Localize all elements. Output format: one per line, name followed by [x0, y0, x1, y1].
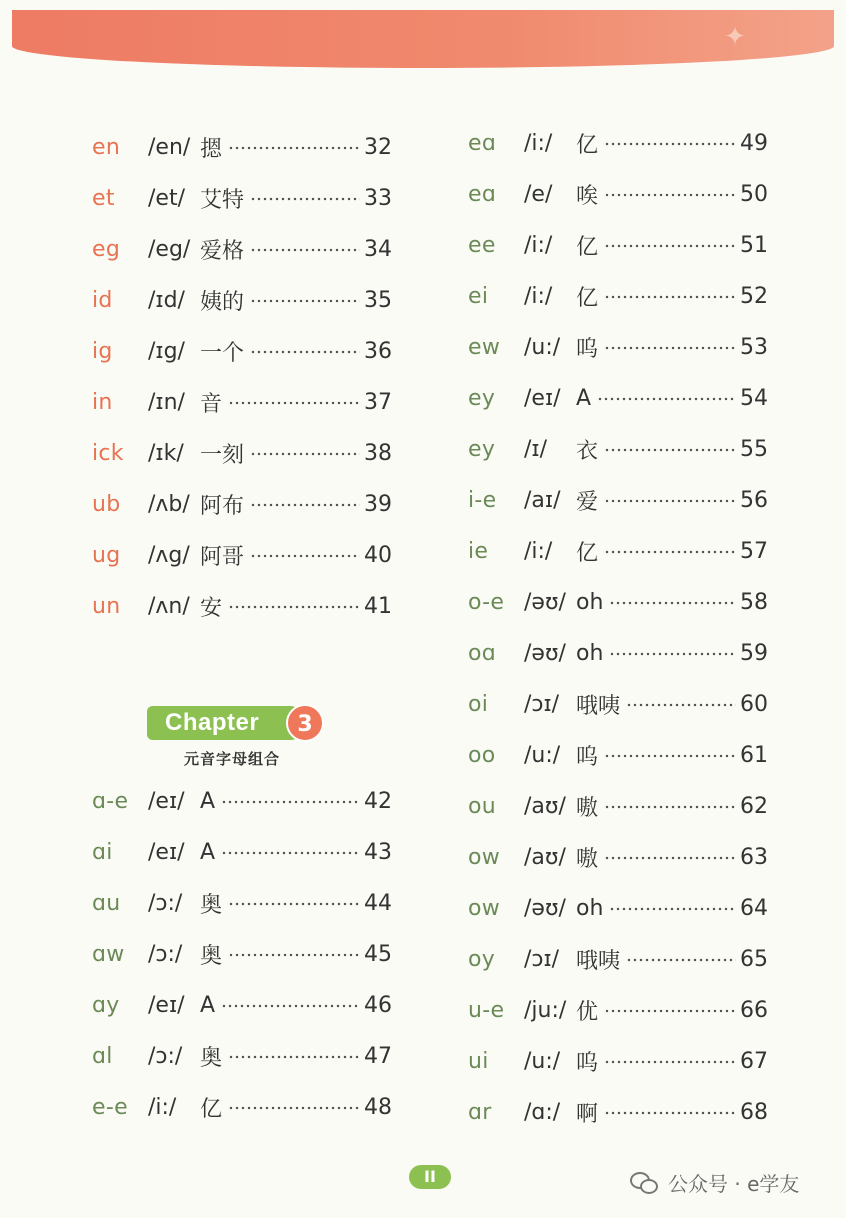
- spelling-text: oy: [468, 947, 496, 972]
- leader-dots: [609, 903, 736, 915]
- toc-entry: [468, 730, 768, 781]
- toc-entry: [92, 827, 392, 878]
- spelling-text: oo: [468, 743, 496, 768]
- phonetic-text: /ɪd/: [148, 288, 185, 313]
- toc-entry: [468, 679, 768, 730]
- phonetic-text: /ju:/: [524, 998, 567, 1023]
- phonetic-text: /ɔ:/: [148, 1044, 183, 1069]
- pronunciation-hint: oh: [576, 896, 604, 921]
- leader-dots: [604, 444, 736, 456]
- page-number: 58: [740, 590, 768, 615]
- phonetic-text: /ɪn/: [148, 390, 185, 415]
- leader-dots: [221, 1000, 360, 1012]
- pronunciation-hint: 奥: [200, 1046, 223, 1071]
- leader-dots: [228, 949, 360, 961]
- pronunciation-hint: 亿: [576, 286, 599, 311]
- phonetic-text: /aɪ/: [524, 488, 561, 513]
- spelling-text: ow: [468, 896, 501, 921]
- toc-entry: [92, 326, 392, 377]
- leader-dots: [604, 1005, 736, 1017]
- spelling-text: ɑl: [92, 1044, 113, 1069]
- leader-dots: [626, 954, 736, 966]
- phonetic-text: /ɔ:/: [148, 942, 183, 967]
- leader-dots: [221, 847, 360, 859]
- toc-entry: [468, 475, 768, 526]
- header-banner: [12, 10, 834, 68]
- toc-entry: [92, 377, 392, 428]
- page-number: 46: [364, 993, 392, 1018]
- toc-entry: [468, 373, 768, 424]
- toc-entry: [468, 526, 768, 577]
- spelling-text: un: [92, 594, 121, 619]
- leader-dots: [250, 499, 360, 511]
- toc-entry: [468, 883, 768, 934]
- pronunciation-hint: 安: [200, 596, 223, 621]
- phonetic-text: /ɔɪ/: [524, 692, 560, 717]
- spelling-text: ie: [468, 539, 489, 564]
- chapter-label: Chapter: [147, 706, 307, 740]
- pronunciation-hint: oh: [576, 590, 604, 615]
- spelling-text: ei: [468, 284, 489, 309]
- spelling-text: ew: [468, 335, 501, 360]
- leader-dots: [228, 397, 360, 409]
- pronunciation-hint: 姨的: [200, 290, 245, 315]
- toc-left-top: [92, 122, 392, 632]
- pronunciation-hint: A: [200, 840, 216, 865]
- page-number: 37: [364, 390, 392, 415]
- phonetic-text: /ɪk/: [148, 441, 184, 466]
- phonetic-text: /i:/: [524, 539, 553, 564]
- spelling-text: ɑw: [92, 942, 125, 967]
- toc-entry: [468, 934, 768, 985]
- leader-dots: [250, 448, 360, 460]
- toc-entry: [468, 832, 768, 883]
- leader-dots: [250, 346, 360, 358]
- leader-dots: [221, 796, 360, 808]
- page-number: 39: [364, 492, 392, 517]
- spelling-text: o-e: [468, 590, 505, 615]
- pronunciation-hint: A: [200, 993, 216, 1018]
- phonetic-text: /ɔɪ/: [524, 947, 560, 972]
- page-number: 68: [740, 1100, 768, 1125]
- spelling-text: ɑy: [92, 993, 120, 1018]
- page-number: 41: [364, 594, 392, 619]
- toc-entry: [468, 424, 768, 475]
- phonetic-text: /ʌn/: [148, 594, 190, 619]
- spelling-text: in: [92, 390, 113, 415]
- pronunciation-hint: 哦咦: [576, 949, 621, 974]
- page-number: 55: [740, 437, 768, 462]
- page-number: 33: [364, 186, 392, 211]
- spelling-text: en: [92, 135, 121, 160]
- phonetic-text: /i:/: [524, 131, 553, 156]
- page-number: 44: [364, 891, 392, 916]
- toc-entry: [92, 530, 392, 581]
- spelling-text: et: [92, 186, 115, 211]
- page-number: 34: [364, 237, 392, 262]
- leader-dots: [609, 648, 736, 660]
- page-number: 38: [364, 441, 392, 466]
- phonetic-text: /eg/: [148, 237, 191, 262]
- wechat-icon: [630, 1172, 658, 1194]
- toc-right: [468, 118, 768, 1138]
- pronunciation-hint: 摁: [200, 137, 223, 162]
- spelling-text: ug: [92, 543, 121, 568]
- spelling-text: ɑu: [92, 891, 121, 916]
- toc-entry: [468, 1036, 768, 1087]
- toc-entry: [468, 577, 768, 628]
- page-number: 65: [740, 947, 768, 972]
- pronunciation-hint: oh: [576, 641, 604, 666]
- chapter-number: 3: [286, 704, 324, 742]
- pronunciation-hint: 哦咦: [576, 694, 621, 719]
- leader-dots: [604, 546, 736, 558]
- spelling-text: ui: [468, 1049, 489, 1074]
- pronunciation-hint: 亿: [576, 235, 599, 260]
- toc-entry: [92, 929, 392, 980]
- leader-dots: [250, 295, 360, 307]
- page-number: 48: [364, 1095, 392, 1120]
- leader-dots: [604, 189, 736, 201]
- pronunciation-hint: 一个: [200, 341, 245, 366]
- spelling-text: oɑ: [468, 641, 497, 666]
- toc-entry: [468, 169, 768, 220]
- page-number: 53: [740, 335, 768, 360]
- toc-entry: [92, 224, 392, 275]
- pronunciation-hint: 阿布: [200, 494, 245, 519]
- spelling-text: e-e: [92, 1095, 128, 1120]
- phonetic-text: /ɔ:/: [148, 891, 183, 916]
- page-number: 64: [740, 896, 768, 921]
- pronunciation-hint: 爱格: [200, 239, 245, 264]
- phonetic-text: /u:/: [524, 335, 561, 360]
- page-number: 54: [740, 386, 768, 411]
- leader-dots: [228, 142, 360, 154]
- pronunciation-hint: 亿: [576, 133, 599, 158]
- pronunciation-hint: 一刻: [200, 443, 245, 468]
- pronunciation-hint: 亿: [576, 541, 599, 566]
- page-number: 32: [364, 135, 392, 160]
- phonetic-text: /i:/: [148, 1095, 177, 1120]
- leader-dots: [597, 393, 736, 405]
- pronunciation-hint: A: [576, 386, 592, 411]
- spelling-text: ɑr: [468, 1100, 492, 1125]
- page-number: 63: [740, 845, 768, 870]
- spelling-text: ey: [468, 437, 496, 462]
- page-number: 60: [740, 692, 768, 717]
- toc-entry: [468, 220, 768, 271]
- toc-entry: [92, 878, 392, 929]
- page-number: 35: [364, 288, 392, 313]
- phonetic-text: /eɪ/: [524, 386, 561, 411]
- toc-entry: [468, 1087, 768, 1138]
- page-number: 50: [740, 182, 768, 207]
- page-number: 49: [740, 131, 768, 156]
- watermark: [630, 1168, 799, 1197]
- spelling-text: ick: [92, 441, 124, 466]
- pronunciation-hint: 亿: [200, 1097, 223, 1122]
- sparkle-icon: ✦: [724, 22, 746, 52]
- spelling-text: eɑ: [468, 182, 497, 207]
- toc-entry: [468, 271, 768, 322]
- phonetic-text: /i:/: [524, 233, 553, 258]
- toc-entry: [92, 122, 392, 173]
- pronunciation-hint: 阿哥: [200, 545, 245, 570]
- phonetic-text: /ʌb/: [148, 492, 190, 517]
- leader-dots: [604, 801, 736, 813]
- spelling-text: ow: [468, 845, 501, 870]
- phonetic-text: /əʊ/: [524, 641, 566, 666]
- spelling-text: ɑi: [92, 840, 113, 865]
- spelling-text: u-e: [468, 998, 505, 1023]
- toc-entry: [92, 1031, 392, 1082]
- spelling-text: oi: [468, 692, 489, 717]
- leader-dots: [604, 240, 736, 252]
- pronunciation-hint: 爱: [576, 490, 599, 515]
- phonetic-text: /əʊ/: [524, 896, 566, 921]
- leader-dots: [604, 750, 736, 762]
- leader-dots: [604, 342, 736, 354]
- toc-entry: [92, 428, 392, 479]
- toc-left-bottom: [92, 776, 392, 1133]
- toc-entry: [92, 1082, 392, 1133]
- pronunciation-hint: 呜: [576, 745, 599, 770]
- phonetic-text: /ʌg/: [148, 543, 190, 568]
- leader-dots: [250, 550, 360, 562]
- phonetic-text: /ɪg/: [148, 339, 185, 364]
- spelling-text: i-e: [468, 488, 497, 513]
- pronunciation-hint: A: [200, 789, 216, 814]
- page-number: 61: [740, 743, 768, 768]
- phonetic-text: /ɪ/: [524, 437, 547, 462]
- phonetic-text: /u:/: [524, 743, 561, 768]
- toc-entry: [92, 479, 392, 530]
- page-number: 67: [740, 1049, 768, 1074]
- pronunciation-hint: 嗷: [576, 847, 599, 872]
- phonetic-text: /ɑ:/: [524, 1100, 561, 1125]
- spelling-text: eɑ: [468, 131, 497, 156]
- pronunciation-hint: 艾特: [200, 188, 245, 213]
- toc-entry: [92, 581, 392, 632]
- toc-entry: [468, 322, 768, 373]
- leader-dots: [604, 1056, 736, 1068]
- pronunciation-hint: 嗷: [576, 796, 599, 821]
- toc-entry: [468, 781, 768, 832]
- spelling-text: ig: [92, 339, 113, 364]
- page-number-badge: II: [409, 1165, 451, 1189]
- phonetic-text: /e/: [524, 182, 553, 207]
- phonetic-text: /əʊ/: [524, 590, 566, 615]
- leader-dots: [250, 244, 360, 256]
- page-number: 56: [740, 488, 768, 513]
- spelling-text: ee: [468, 233, 496, 258]
- spelling-text: id: [92, 288, 113, 313]
- page-number: 66: [740, 998, 768, 1023]
- toc-entry: [468, 985, 768, 1036]
- spelling-text: ou: [468, 794, 497, 819]
- page-number: 36: [364, 339, 392, 364]
- leader-dots: [228, 1102, 360, 1114]
- leader-dots: [604, 495, 736, 507]
- phonetic-text: /et/: [148, 186, 185, 211]
- page-number: 62: [740, 794, 768, 819]
- page-number: 52: [740, 284, 768, 309]
- phonetic-text: /eɪ/: [148, 840, 185, 865]
- phonetic-text: /aʊ/: [524, 794, 566, 819]
- page-number: 42: [364, 789, 392, 814]
- leader-dots: [228, 601, 360, 613]
- toc-entry: [92, 275, 392, 326]
- leader-dots: [228, 898, 360, 910]
- pronunciation-hint: 呜: [576, 337, 599, 362]
- leader-dots: [604, 138, 736, 150]
- page-number: 47: [364, 1044, 392, 1069]
- toc-entry: [468, 628, 768, 679]
- page-number: 51: [740, 233, 768, 258]
- leader-dots: [609, 597, 736, 609]
- pronunciation-hint: 啊: [576, 1102, 599, 1127]
- toc-entry: [92, 776, 392, 827]
- phonetic-text: /eɪ/: [148, 993, 185, 1018]
- spelling-text: eg: [92, 237, 121, 262]
- leader-dots: [626, 699, 736, 711]
- phonetic-text: /u:/: [524, 1049, 561, 1074]
- page-number: 43: [364, 840, 392, 865]
- pronunciation-hint: 奥: [200, 944, 223, 969]
- leader-dots: [250, 193, 360, 205]
- pronunciation-hint: 优: [576, 1000, 599, 1025]
- phonetic-text: /eɪ/: [148, 789, 185, 814]
- leader-dots: [228, 1051, 360, 1063]
- phonetic-text: /aʊ/: [524, 845, 566, 870]
- spelling-text: ey: [468, 386, 496, 411]
- spelling-text: ɑ-e: [92, 789, 129, 814]
- pronunciation-hint: 奥: [200, 893, 223, 918]
- page-number: 59: [740, 641, 768, 666]
- page-number: 40: [364, 543, 392, 568]
- watermark-text: 公众号 · e学友: [668, 1172, 800, 1196]
- toc-entry: [468, 118, 768, 169]
- leader-dots: [604, 852, 736, 864]
- spelling-text: ub: [92, 492, 121, 517]
- leader-dots: [604, 1107, 736, 1119]
- pronunciation-hint: 音: [200, 392, 223, 417]
- phonetic-text: /i:/: [524, 284, 553, 309]
- toc-entry: [92, 173, 392, 224]
- pronunciation-hint: 呜: [576, 1051, 599, 1076]
- pronunciation-hint: 唉: [576, 184, 599, 209]
- phonetic-text: /en/: [148, 135, 191, 160]
- page-number: 57: [740, 539, 768, 564]
- toc-entry: [92, 980, 392, 1031]
- page-number: 45: [364, 942, 392, 967]
- chapter-subtitle: 元音字母组合: [184, 750, 281, 768]
- leader-dots: [604, 291, 736, 303]
- pronunciation-hint: 衣: [576, 439, 599, 464]
